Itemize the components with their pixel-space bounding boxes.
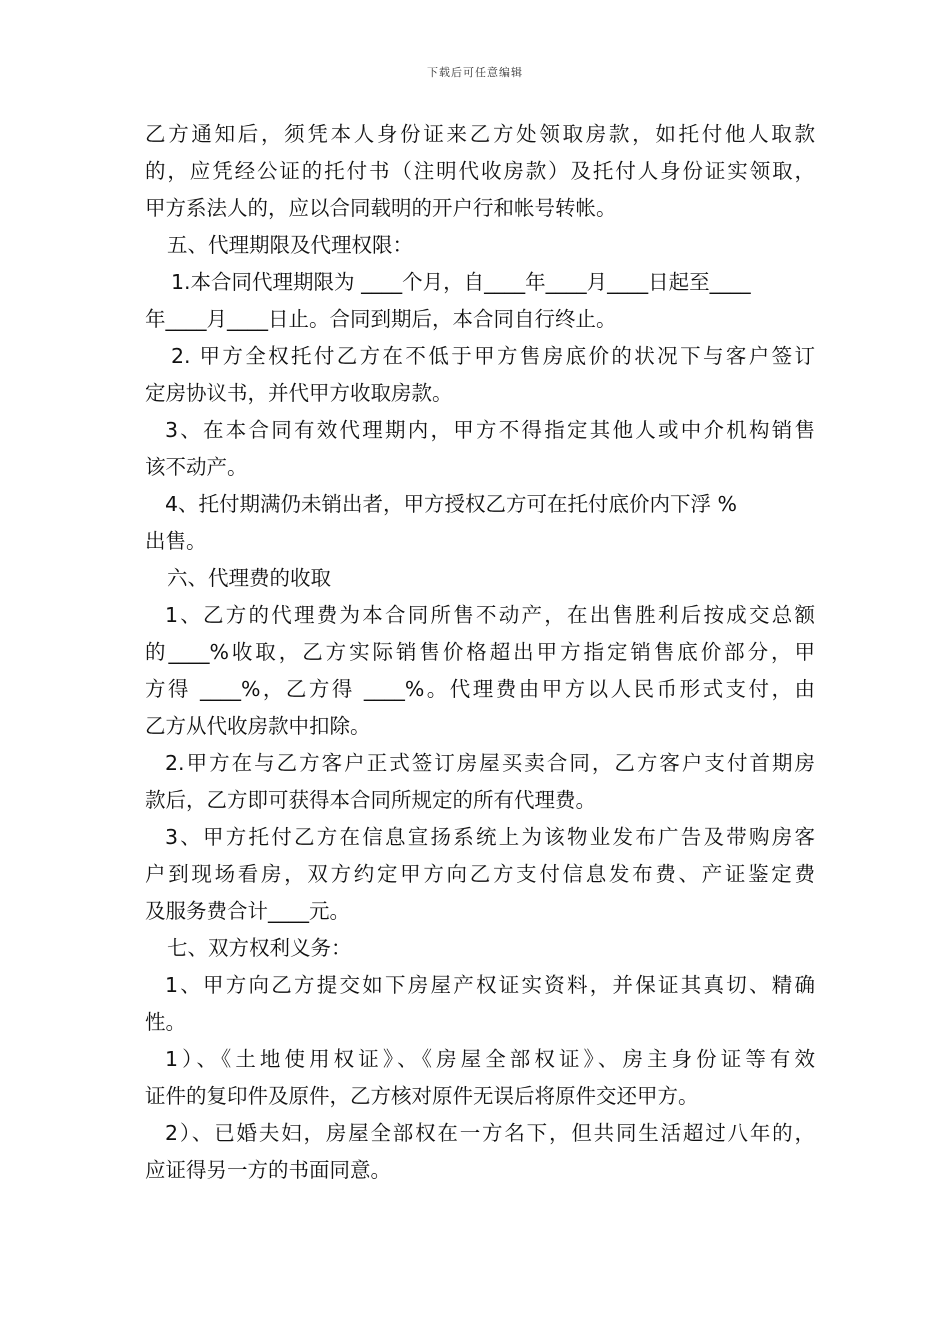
document-line: 性。	[145, 1010, 186, 1034]
document-line: 1.本合同代理期限为 ____个月，自____年____月____日起至____	[171, 270, 751, 294]
document-line: 证件的复印件及原件，乙方核对原件无误后将原件交还甲方。	[145, 1084, 699, 1108]
document-line: 乙方从代收房款中扣除。	[145, 714, 371, 738]
document-line: 六、代理费的收取	[167, 566, 331, 590]
document-line: 4、托付期满仍未销出者，甲方授权乙方可在托付底价内下浮 %	[165, 492, 738, 516]
document-line: 的，应凭经公证的托付书（注明代收房款）及托付人身份证实领取，	[145, 159, 815, 183]
document-line: 2.甲方在与乙方客户正式签订房屋买卖合同，乙方客户支付首期房	[165, 751, 815, 775]
document-line: 五、代理期限及代理权限：	[167, 233, 413, 257]
document-line: 户到现场看房，双方约定甲方向乙方支付信息发布费、产证鉴定费	[145, 862, 815, 886]
document-line: 出售。	[145, 529, 207, 553]
document-line: 的____%收取，乙方实际销售价格超出甲方指定销售底价部分，甲	[145, 640, 815, 664]
document-line: 1、乙方的代理费为本合同所售不动产，在出售胜利后按成交总额	[165, 603, 815, 627]
document-line: 乙方通知后，须凭本人身份证来乙方处领取房款，如托付他人取款	[145, 122, 815, 146]
document-line: 2）、已婚夫妇，房屋全部权在一方名下，但共同生活超过八年的，	[165, 1121, 815, 1145]
document-line: 七、双方权利义务：	[167, 936, 352, 960]
document-line: 1、甲方向乙方提交如下房屋产权证实资料，并保证其真切、精确	[165, 973, 815, 997]
document-line: 1）、《土地使用权证》、《房屋全部权证》、房主身份证等有效	[165, 1047, 815, 1071]
document-line: 年____月____日止。合同到期后，本合同自行终止。	[145, 307, 617, 331]
document-line: 及服务费合计____元。	[145, 899, 350, 923]
document-line: 款后，乙方即可获得本合同所规定的所有代理费。	[145, 788, 596, 812]
document-body	[145, 116, 815, 1189]
document-line: 该不动产。	[145, 455, 248, 479]
document-line: 3、在本合同有效代理期内，甲方不得指定其他人或中介机构销售	[165, 418, 815, 442]
document-line: 方得 ____%，乙方得 ____%。代理费由甲方以人民币形式支付，由	[145, 677, 815, 701]
document-line: 定房协议书，并代甲方收取房款。	[145, 381, 453, 405]
page-header: 下载后可任意编辑	[427, 66, 523, 79]
document-line: 应证得另一方的书面同意。	[145, 1158, 391, 1182]
document-line: 2. 甲方全权托付乙方在不低于甲方售房底价的状况下与客户签订	[171, 344, 815, 368]
document-line: 3、甲方托付乙方在信息宣扬系统上为该物业发布广告及带购房客	[165, 825, 815, 849]
document-line: 甲方系法人的，应以合同载明的开户行和帐号转帐。	[145, 196, 617, 220]
